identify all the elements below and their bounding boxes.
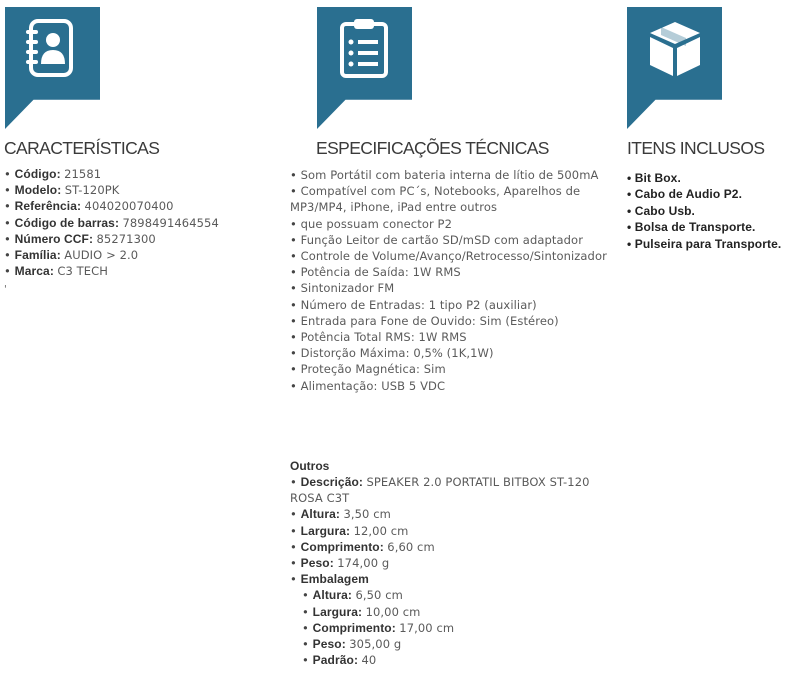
- list-item: • Sintonizador FM: [290, 281, 395, 296]
- list-item: • Número de Entradas: 1 tipo P2 (auxiliar): [290, 297, 537, 312]
- list-item: • Função Leitor de cartão SD/mSD com adaptador: [290, 232, 584, 247]
- list-item: • Largura: 12,00 cm: [290, 523, 409, 538]
- list-item: • Marca: C3 TECH: [4, 264, 109, 279]
- caracteristicas-title: CARACTERÍSTICAS: [4, 138, 160, 158]
- outros-block: [290, 458, 590, 668]
- list-item: • Código de barras: 7898491464554: [4, 215, 219, 230]
- list-item: • Pulseira para Transporte.: [627, 236, 782, 251]
- list-item: • que possuam conector P2: [290, 216, 452, 231]
- list-item: • Bolsa de Transporte.: [627, 220, 756, 235]
- list-item: • Alimentação: USB 5 VDC: [290, 378, 446, 393]
- list-item: • Modelo: ST-120PK: [4, 183, 120, 198]
- especificacoes-title: ESPECIFICAÇÕES TÉCNICAS: [316, 138, 549, 158]
- outros-list: [290, 474, 590, 668]
- list-item: • Código: 21581: [4, 167, 102, 181]
- especificacoes-list: [290, 167, 608, 394]
- list-item: • Potência Total RMS: 1W RMS: [290, 330, 467, 345]
- list-item: • Cabo de Audio P2.: [627, 187, 743, 202]
- list-item: • Descrição: SPEAKER 2.0 PORTATIL BITBOX ST-120 ROSA C3T: [290, 475, 590, 506]
- list-item: • Proteção Magnética: Sim: [290, 362, 446, 377]
- list-item: • Distorção Máxima: 0,5% (1K,1W): [290, 346, 494, 361]
- list-item: • Número CCF: 85271300: [4, 231, 156, 246]
- clipboard-icon: [334, 18, 394, 80]
- list-item: • Largura: 10,00 cm: [302, 604, 421, 619]
- list-item: • Controle de Volume/Avanço/Retrocesso/Sintonizador: [290, 249, 607, 264]
- caracteristicas-list: [4, 166, 219, 279]
- list-item: • Som Portátil com bateria interna de lítio de 500mA: [290, 168, 599, 182]
- list-item: • Família: AUDIO > 2.0: [4, 248, 139, 263]
- list-item: • Bit Box.: [627, 171, 681, 185]
- outros-title: Outros: [290, 459, 330, 473]
- list-item: • Peso: 305,00 g: [302, 637, 402, 652]
- list-item: • Altura: 6,50 cm: [302, 588, 403, 603]
- stray-mark: ': [4, 284, 7, 295]
- list-item: • Potência de Saída: 1W RMS: [290, 265, 461, 280]
- itens-list: [627, 170, 781, 252]
- list-item: • Padrão: 40: [302, 653, 377, 668]
- list-item: • Altura: 3,50 cm: [290, 507, 391, 522]
- list-item: • Embalagem: [290, 572, 369, 587]
- itens-title: ITENS INCLUSOS: [627, 138, 765, 158]
- list-item: • Comprimento: 17,00 cm: [302, 620, 455, 635]
- caracteristicas-badge: [5, 7, 100, 129]
- contact-book-icon: [22, 18, 82, 80]
- list-item: • Comprimento: 6,60 cm: [290, 539, 435, 554]
- list-item: • Referência: 404020070400: [4, 199, 174, 214]
- list-item: • Cabo Usb.: [627, 203, 695, 218]
- especificacoes-badge: [317, 7, 412, 129]
- itens-badge: [627, 7, 722, 129]
- list-item: • Compatível com PC´s, Notebooks, Aparelhos de MP3/MP4, iPhone, iPad entre outros: [290, 184, 581, 215]
- list-item: • Entrada para Fone de Ouvido: Sim (Estéreo): [290, 313, 559, 328]
- list-item: • Peso: 174,00 g: [290, 556, 390, 571]
- box-icon: [644, 18, 706, 80]
